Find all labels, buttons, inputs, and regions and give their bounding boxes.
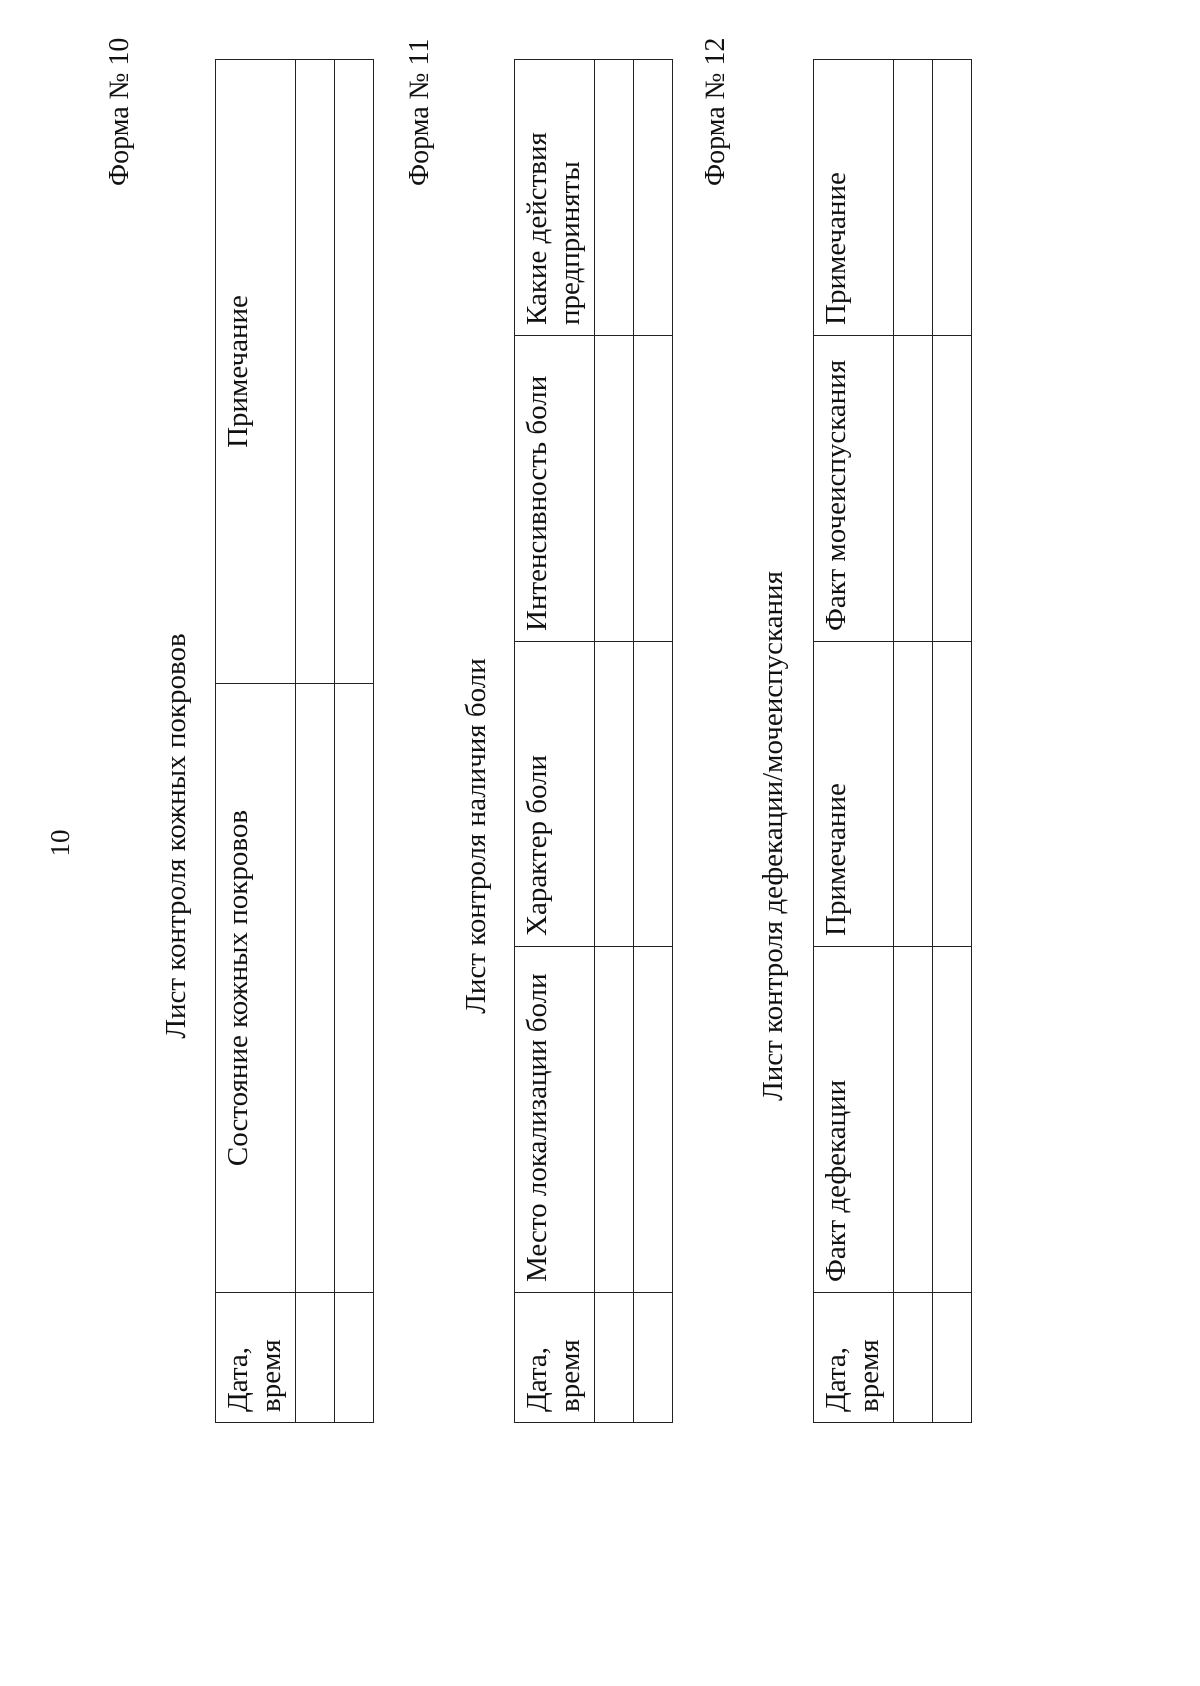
table-cell[interactable] bbox=[933, 336, 972, 642]
header-cell: Дата, время bbox=[515, 1293, 595, 1423]
table-cell[interactable] bbox=[634, 1293, 673, 1423]
table-row bbox=[595, 60, 634, 1423]
table-header-row bbox=[814, 60, 894, 1423]
form-label-11 bbox=[404, 39, 436, 186]
form-label-10 bbox=[104, 38, 136, 186]
table-cell[interactable] bbox=[335, 684, 374, 1293]
table-cell[interactable] bbox=[296, 60, 335, 684]
header-cell: Состояние кожных покровов bbox=[216, 684, 296, 1293]
table-row bbox=[296, 60, 335, 1423]
header-cell: Факт мочеиспускания bbox=[814, 336, 894, 642]
header-cell: Примечание bbox=[814, 60, 894, 336]
table-header-row bbox=[216, 60, 296, 1423]
table-cell[interactable] bbox=[933, 60, 972, 336]
form-label-prefix: Форма № bbox=[104, 72, 135, 186]
form-label-number: 12 bbox=[700, 37, 731, 66]
table-cell[interactable] bbox=[335, 60, 374, 684]
table-cell[interactable] bbox=[894, 642, 933, 947]
table-row bbox=[335, 60, 374, 1423]
form-label-12 bbox=[700, 38, 732, 186]
header-cell: Интенсивность боли bbox=[515, 336, 595, 642]
header-cell: Какие действия предприняты bbox=[515, 60, 595, 336]
table-cell[interactable] bbox=[933, 947, 972, 1293]
table-cell[interactable] bbox=[595, 60, 634, 336]
table-cell[interactable] bbox=[933, 1293, 972, 1423]
header-cell: Характер боли bbox=[515, 642, 595, 947]
table-cell[interactable] bbox=[335, 1293, 374, 1423]
form-label-prefix: Форма № bbox=[700, 72, 731, 186]
table-cell[interactable] bbox=[894, 1293, 933, 1423]
table-cell[interactable] bbox=[595, 642, 634, 947]
table-cell[interactable] bbox=[595, 1293, 634, 1423]
form-11-title: Лист контроля наличия боли bbox=[460, 658, 492, 1014]
table-cell[interactable] bbox=[894, 947, 933, 1293]
table-cell[interactable] bbox=[933, 642, 972, 947]
table-cell[interactable] bbox=[634, 642, 673, 947]
defecation-urination-table bbox=[813, 59, 972, 1423]
form-10-title: Лист контроля кожных покровов bbox=[160, 633, 192, 1039]
form-12-title: Лист контроля дефекации/мочеиспускания bbox=[757, 571, 789, 1101]
header-cell: Дата, время bbox=[216, 1293, 296, 1423]
header-cell: Место локализации боли bbox=[515, 947, 595, 1293]
table-row bbox=[933, 60, 972, 1423]
table-cell[interactable] bbox=[894, 60, 933, 336]
table-row bbox=[634, 60, 673, 1423]
header-cell: Примечание bbox=[814, 642, 894, 947]
header-cell: Примечание bbox=[216, 60, 296, 684]
table-cell[interactable] bbox=[894, 336, 933, 642]
pain-control-table bbox=[514, 59, 673, 1423]
table-cell[interactable] bbox=[595, 947, 634, 1293]
table-header-row bbox=[515, 60, 595, 1423]
table-cell[interactable] bbox=[634, 60, 673, 336]
form-label-number: 11 bbox=[404, 38, 435, 66]
table-cell[interactable] bbox=[634, 336, 673, 642]
table-row bbox=[894, 60, 933, 1423]
skin-control-table bbox=[215, 59, 374, 1423]
table-cell[interactable] bbox=[296, 684, 335, 1293]
form-label-prefix: Форма № bbox=[404, 72, 435, 186]
header-cell: Факт дефекации bbox=[814, 947, 894, 1293]
table-cell[interactable] bbox=[296, 1293, 335, 1423]
table-cell[interactable] bbox=[634, 947, 673, 1293]
page-number: 10 bbox=[45, 829, 75, 857]
table-cell[interactable] bbox=[595, 336, 634, 642]
header-cell: Дата, время bbox=[814, 1293, 894, 1423]
form-label-number: 10 bbox=[104, 37, 135, 66]
